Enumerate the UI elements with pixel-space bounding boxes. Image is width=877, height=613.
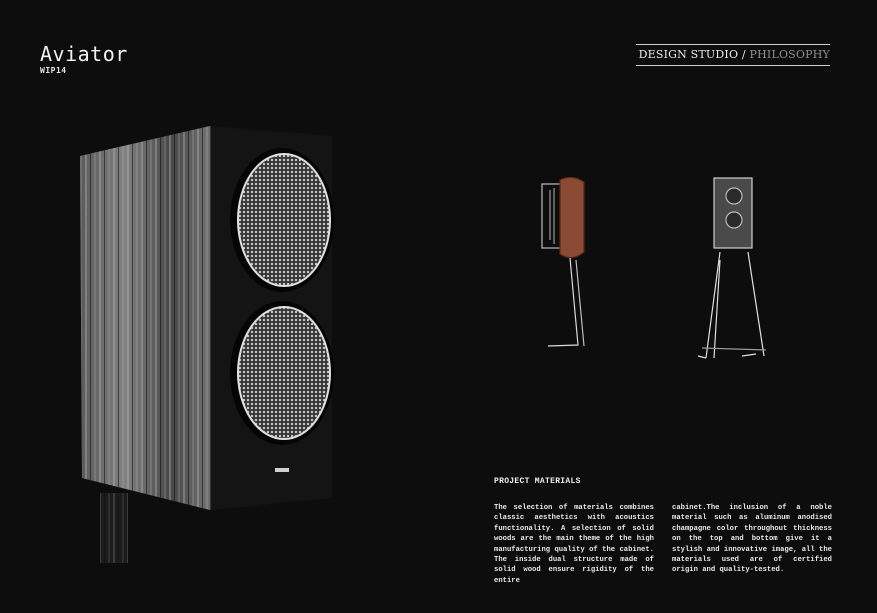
materials-text-column-1: The selection of materials combines classic aesthetics with acoustics functionality. A selection of solid woods are the main theme of the high manufacturing quality of the cabinet. The inside dual structure made of solid wood ensure rigidity of the entire	[494, 504, 654, 585]
project-title: Aviator	[40, 42, 128, 66]
project-code: WIP14	[40, 66, 67, 75]
lower-driver	[230, 301, 334, 445]
upper-driver	[230, 148, 334, 292]
studio-breadcrumb	[639, 48, 830, 61]
concept-sketches	[520, 170, 780, 370]
philosophy-label: PHILOSOPHY	[749, 48, 830, 61]
speaker-render	[70, 118, 360, 578]
breadcrumb-separator: /	[741, 48, 746, 61]
materials-heading: PROJECT MATERIALS	[494, 477, 581, 486]
studio-header-rule	[636, 44, 830, 66]
speaker-logo-badge	[275, 468, 289, 472]
sketch-aluminium-speaker	[698, 178, 766, 358]
materials-text-column-2: cabinet.The inclusion of a noble material such as aluminum anodised champagne color throughout thickness on the top and bottom give it a stylish and innovative image, all the materials used are of certified origin and quality-tested.	[672, 504, 832, 575]
studio-label: DESIGN STUDIO	[638, 48, 739, 61]
sketch-wood-speaker	[542, 177, 584, 346]
